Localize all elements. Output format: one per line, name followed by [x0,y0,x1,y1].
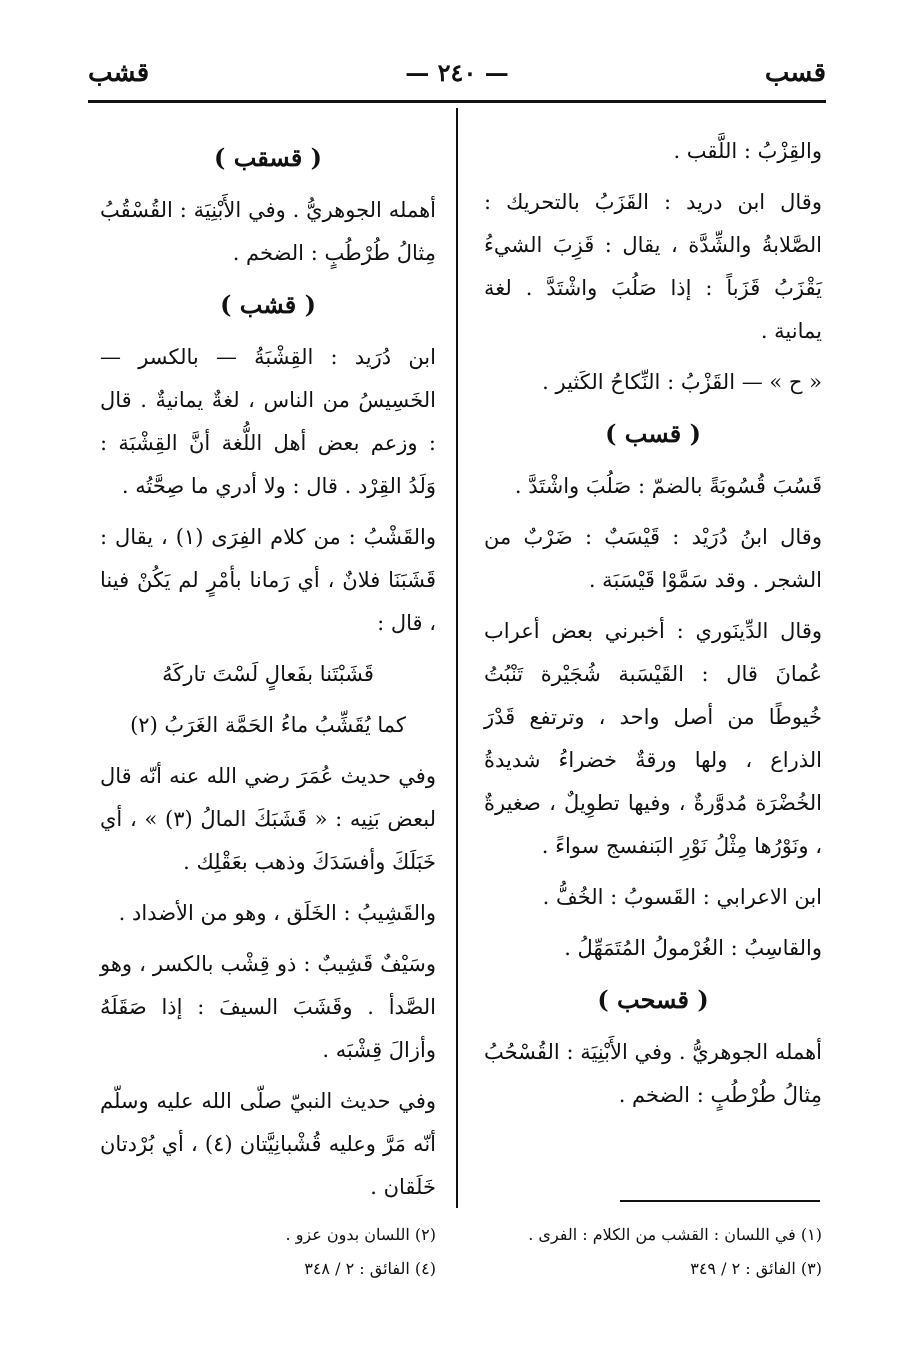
column-divider [456,108,458,1208]
footnote: (٢) اللسان بدون عزو . [285,1225,436,1244]
page-number: — ٢٤٠ — [405,58,509,87]
footnote: (٣) الفائق : ٢ / ٣٤٩ [690,1259,822,1278]
paragraph: « ح » — القَزْبُ : النِّكاحُ الكَثير . [542,370,822,394]
entry-heading-qasqab: ( قسقب ) [213,143,322,172]
verse-line: قَشَبْتَنا بفَعالٍ لَسْتَ تاركَهُ [162,662,374,686]
paragraph: وسَيْفٌ قَشِيبٌ : ذو قِشْب بالكسر ، وهو الصَّدأ . وقَشَبَ السيفَ : إذا صَقَلَهُ وأزالَ قِشْبَه . [100,952,436,1062]
page-header [88,56,826,96]
paragraph: وقال الدِّينَوري : أخبرني بعض أعراب عُمانَ قال : القَيْسَبة شُجَيْرة تَنْبُتُ خُيوطًا من أصل واحد ، وترتفع قَدْرَ الذراع ، ولها ورقةٌ خضراءُ شديدةُ الخُضْرَة مُدوَّرةٌ ، وفيها تطوِيلٌ ، صغيرةٌ ، ونَوْرُها مِثْلُ نَوْرِ البَنفسج سواءً . [484,619,822,858]
header-rule [88,100,826,103]
entry-heading-qashab: ( قشب ) [220,290,316,319]
paragraph: والقاسِبُ : الغُرْمولُ المُتَمَهِّلُ . [564,936,822,960]
paragraph: وقال ابنُ دُرَيْد : قَيْسَبٌ : ضَرْبٌ من الشجر . وقد سَمَّوْا قَيْسَبَة . [484,525,822,592]
paragraph: أهمله الجوهريُّ . وفي الأَبْنِيَة : القُسْحُبُ مِثالُ طُرْطُبٍ : الضخم . [484,1040,822,1107]
left-column [100,130,436,1217]
header-left-word: قشب [88,58,150,88]
footnote: (٤) الفائق : ٢ / ٣٤٨ [304,1259,436,1278]
paragraph: وفي حديث عُمَرَ رضي الله عنه أنّه قال لبعض بَنِيه : « قَشَبَكَ المالُ (٣) » ، أي خَبَلَكَ وأفسَدَكَ وذهب بعَقْلِك . [100,764,436,874]
header-right-word: قسب [764,58,826,88]
footnote: (١) في اللسان : القشب من الكلام : الفرى . [528,1225,822,1244]
entry-heading-qasab: ( قسب ) [605,419,701,448]
footnotes-right [482,1218,822,1286]
paragraph: قَسُبَ قُسُوبَةً بالضمّ : صَلُبَ واشْتَدَّ . [514,474,822,498]
paragraph: وقال ابن دريد : القَزَبُ بالتحريك : الصَّلابةُ والشِّدَّة ، يقال : قَزِبَ الشيءُ يَقْزَبُ قَزَباً : إذا صَلُبَ واشْتَدَّ . لغة يمانية . [484,190,822,343]
footnote-rule [620,1200,820,1202]
paragraph: والقَشِيبُ : الخَلَق ، وهو من الأضداد . [118,901,436,925]
paragraph: ابن الاعرابي : القَسوبُ : الخُفُّ . [542,885,822,909]
paragraph: والقِزْبُ : اللَّقب . [673,139,822,163]
entry-heading-qashab2: ( قسحب ) [597,985,709,1014]
right-column [484,130,822,1125]
paragraph: ابن دُرَيد : القِشْبَةُ — بالكسر — الخَسِيسُ من الناس ، لغةٌ يمانيةٌ . قال : وزعم بعض أهل اللُّغة أنَّ القِشْبَة : وَلَدُ القِرْد . قال : ولا أدري ما صِحَّتُه . [100,345,436,498]
paragraph: أهمله الجوهريُّ . وفي الأَبْنِيَة : القُسْقُبُ مِثالُ طُرْطُبٍ : الضخم . [100,198,436,265]
footnotes-left [100,1218,436,1286]
paragraph: وفي حديث النبيّ صلّى الله عليه وسلّم أنّه مَرَّ وعليه قُشْبانِيَّتان (٤) ، أي بُرْدتان خَلَقان . [100,1089,437,1199]
verse-line: كما يُقَشِّبُ ماءُ الحَمَّة الغَرَبُ (٢) [130,713,406,737]
paragraph: والقَشْبُ : من كلام الفِرَى (١) ، يقال : قَشَبَنَا فلانٌ ، أي رَمانا بأمْرٍ لم يَكُنْ فينا ، قال : [100,525,436,635]
